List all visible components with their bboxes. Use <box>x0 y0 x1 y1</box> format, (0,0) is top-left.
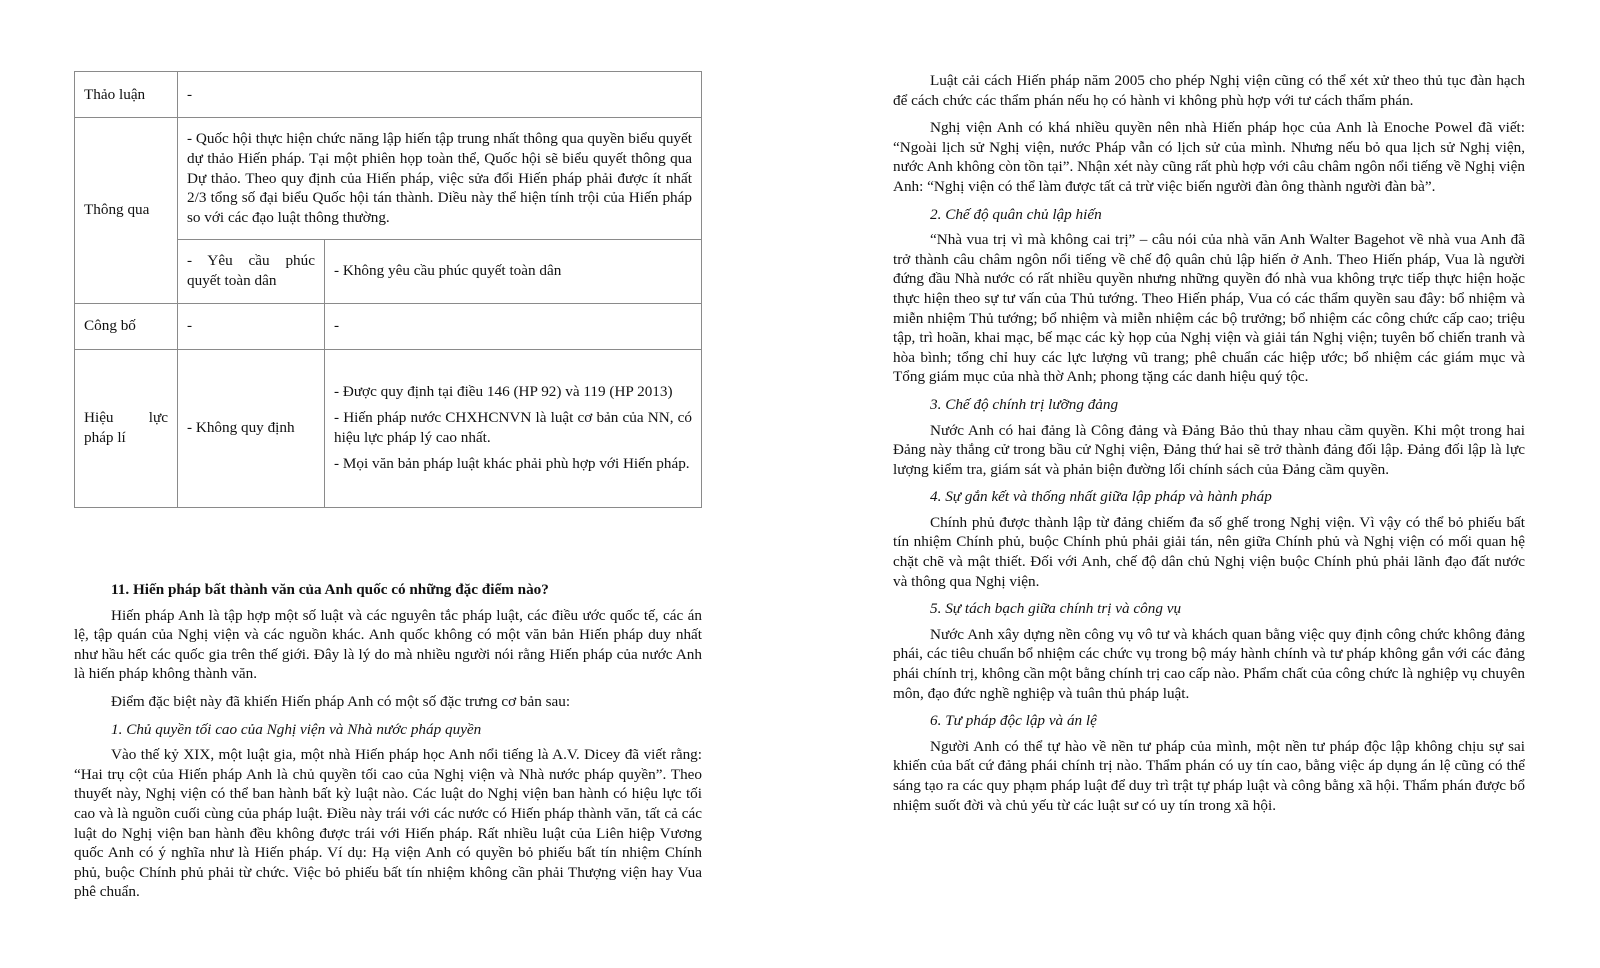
paragraph: Nghị viện Anh có khá nhiều quyền nên nhà Hiến pháp học của Anh là Enoche Powel đã viết: “Ngoài lịch sử Nghị viện, nước Pháp vẫn có lịch sử của mình. Nhưng nếu bỏ qua lịch sử Nghị viện, nước Anh không còn tồn tại”. Nhận xét này cũng rất phù hợp với câu châm ngôn nổi tiếng về Nghị viện Anh: “Nghị viện có thể làm được tất cả trừ việc biến người đàn ông thành người đàn bà”. <box>893 119 1525 195</box>
paragraph: Người Anh có thể tự hào về nền tư pháp của mình, một nền tư pháp độc lập không chịu sự sai khiến của bất cứ đảng phái chính trị nào. Thẩm phán có uy tín cao, bằng việc áp dụng án lệ cũng có thể sáng tạo ra các quy phạm pháp luật để duy trì trật tự pháp luật và công bằng xã hội. Thẩm phán được bổ nhiệm suốt đời và chủ yếu từ các luật sư có uy tín trong xã hội. <box>893 737 1525 814</box>
table-row <box>75 349 702 507</box>
paragraph: Nước Anh có hai đảng là Công đảng và Đảng Bảo thủ thay nhau cầm quyền. Khi một trong hai Đảng này thắng cử trong bầu cử Nghị viện, Đảng thứ hai sẽ trở thành đảng đối lập. Đảng đối lập là lực lượng kiểm tra, giám sát và phản biện đường lối chính sách của Đảng cầm quyền. <box>893 421 1525 478</box>
row-label: Thảo luận <box>75 72 178 118</box>
table-cell: - Quốc hội thực hiện chức năng lập hiến tập trung nhất thông qua quyền biểu quyết dự thảo Hiến pháp. Tại một phiên họp toàn thể, Quốc hội sẽ biểu quyết thông qua Dự thảo. Theo quy định của Hiến pháp, việc sửa đổi Hiến pháp phải được ít nhất 2/3 tổng số đại biểu Quốc hội tán thành. Diều này thể hiện tính trội của Hiến pháp so với các đạo luật thông thường. <box>178 118 702 240</box>
table-cell: - Yêu cầu phúc quyết toàn dân <box>178 239 325 303</box>
comparison-table <box>74 71 702 508</box>
section-heading: 2. Chế độ quân chủ lập hiến <box>930 205 1102 223</box>
cell-paragraph: - Hiến pháp nước CHXHCNVN là luật cơ bản của NN, có hiệu lực pháp lý cao nhất. <box>334 409 692 447</box>
table-cell: - <box>325 303 702 349</box>
paragraph: Hiến pháp Anh là tập hợp một số luật và các nguyên tắc pháp luật, các điều ước quốc tế, các án lệ, tập quán của Nghị viện và các nguồn khác. Anh quốc không có một văn bản Hiến pháp duy nhất như hầu hết các quốc gia trên thế giới. Đây là lý do mà nhiều người nói rằng Hiến pháp của nước Anh là hiến pháp không thành văn. <box>74 606 702 683</box>
paragraph: Điểm đặc biệt này đã khiến Hiến pháp Anh có một số đặc trưng cơ bản sau: <box>111 692 571 710</box>
table-cell <box>325 349 702 507</box>
paragraph: Vào thế kỷ XIX, một luật gia, một nhà Hiến pháp học Anh nổi tiếng là A.V. Dicey đã viết rằng: “Hai trụ cột của Hiến pháp Anh là chủ quyền tối cao của Nghị viện và Nhà nước pháp quyền”. Theo thuyết này, Nghị viện có thể ban hành bất kỳ luật nào. Các luật do Nghị viện ban hành có hiệu lực tối cao và là nguồn cuối cùng của pháp luật. Điều này trái với các nước có Hiến pháp thành văn, tất cả các luật do Nghị viện ban hành đều không được trái với Hiến pháp. Rất nhiều luật của Liên hiệp Vương quốc Anh có ý nghĩa như là Hiến pháp. Ví dụ: Hạ viện Anh có quyền bỏ phiếu bất tín nhiệm Chính phủ, buộc Chính phủ phải từ chức. Việc bỏ phiếu bất tín nhiệm không cần phải Thượng viện hay Vua phê chuẩn. <box>74 746 702 901</box>
row-label: Hiệu lực pháp lí <box>75 349 178 507</box>
table-cell: - Không yêu cầu phúc quyết toàn dân <box>325 239 702 303</box>
paragraph: Luật cải cách Hiến pháp năm 2005 cho phép Nghị viện cũng có thể xét xử theo thủ tục đàn hạch để cách chức các thẩm phán nếu họ có hành vi không phù hợp với tư cách thẩm phán. <box>893 72 1525 109</box>
table-cell: - <box>178 72 702 118</box>
cell-paragraph: - Mọi văn bản pháp luật khác phải phù hợp với Hiến pháp. <box>334 455 690 473</box>
row-label: Công bố <box>75 303 178 349</box>
paragraph: Nước Anh xây dựng nền công vụ vô tư và khách quan bằng việc quy định công chức không đảng phái, các tiêu chuẩn bổ nhiệm các chức vụ trong bộ máy hành chính và tư pháp không gắn với các đảng phái chính trị, không cần một bằng chính trị cao cấp nào. Phẩm chất của công chức là nghiệp vụ chuyên môn, đạo đức nghề nghiệp và tuân thủ pháp luật. <box>893 625 1525 702</box>
section-heading: 6. Tư pháp độc lập và án lệ <box>930 712 1097 730</box>
left-text <box>74 580 702 910</box>
section-heading: 5. Sự tách bạch giữa chính trị và công vụ <box>930 600 1182 618</box>
table-row <box>75 118 702 240</box>
section-heading: 4. Sự gắn kết và thống nhất giữa lập pháp và hành pháp <box>930 488 1272 506</box>
question-heading: 11. Hiến pháp bất thành văn của Anh quốc có những đặc điểm nào? <box>111 581 549 598</box>
table-cell: - <box>178 303 325 349</box>
table-row <box>75 72 702 118</box>
table-row <box>75 303 702 349</box>
row-label: Thông qua <box>75 118 178 304</box>
paragraph: “Nhà vua trị vì mà không cai trị” – câu nói của nhà văn Anh Walter Bagehot về nhà vua Anh đã trở thành câu châm ngôn nổi tiếng về chế độ quân chủ lập hiến ở Anh. Theo Hiến pháp, Vua là người đứng đầu Nhà nước có rất nhiều quyền nhưng những quyền đó nhà vua không trực tiếp thực hiện hoặc thực hiện theo sự tư vấn của Thủ tướng. Theo Hiến pháp, Vua có các thẩm quyền sau đây: bổ nhiệm và miễn nhiệm Thủ tướng; bổ nhiệm và miễn nhiệm các bộ trưởng; bổ nhiệm các công chức cấp cao; triệu tập, trì hoãn, khai mạc, bế mạc các kỳ họp của Nghị viện và giải tán Nghị viện; tuyên bố chiến tranh và hòa bình; tổng chỉ huy các lực lượng vũ trang; phê chuẩn các hiệp ước; bổ nhiệm các giám mục và Tổng giám mục của nhà thờ Anh; phong tặng các danh hiệu quý tộc. <box>893 231 1525 386</box>
paragraph: Chính phủ được thành lập từ đảng chiếm đa số ghế trong Nghị viện. Vì vậy có thể bỏ phiếu bất tín nhiệm Chính phủ, buộc Chính phủ phải giải tán, nên giữa Chính phủ và Nghị viện có mối quan hệ chặt chẽ và mật thiết. Đối với Anh, chế độ dân chủ Nghị viện buộc Chính phủ phải lãnh đạo đất nước và thông qua Nghị viện. <box>893 513 1525 590</box>
right-text <box>893 71 1525 823</box>
table-cell: - Không quy định <box>178 349 325 507</box>
cell-paragraph: - Được quy định tại điều 146 (HP 92) và 119 (HP 2013) <box>334 383 673 401</box>
section-heading: 3. Chế độ chính trị lưỡng đảng <box>930 395 1119 413</box>
section-heading: 1. Chủ quyền tối cao của Nghị viện và Nhà nước pháp quyền <box>111 720 482 738</box>
